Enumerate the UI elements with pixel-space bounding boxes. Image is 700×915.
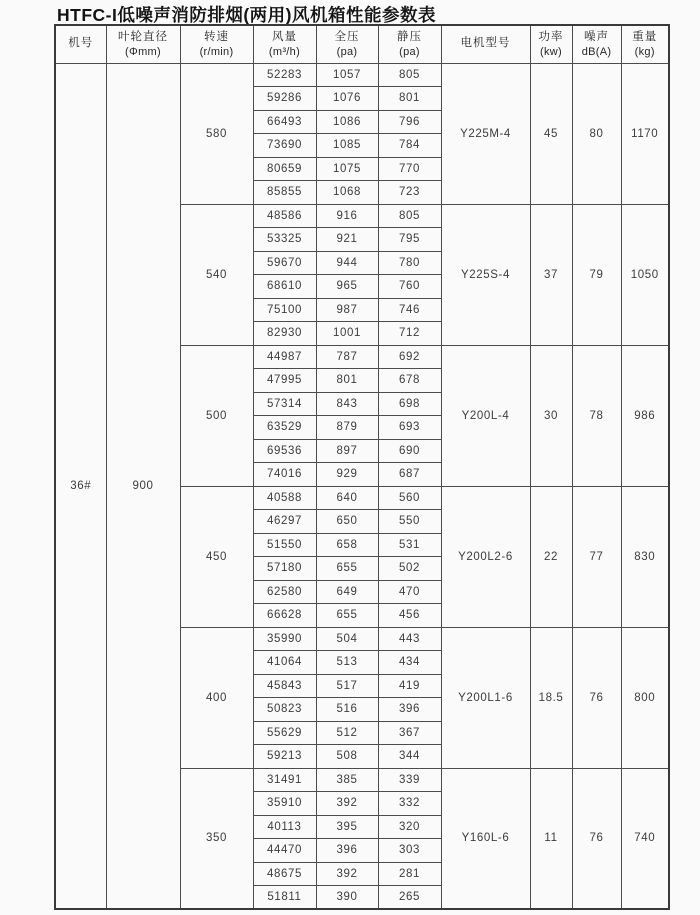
col-header-motor-model (441, 25, 530, 63)
static-pressure-cell: 690 (378, 439, 441, 463)
col-header-unit: (pa) (399, 45, 420, 58)
air-volume-cell: 66628 (253, 604, 316, 628)
static-pressure-cell: 265 (378, 886, 441, 910)
weight-cell: 986 (621, 345, 669, 486)
col-header-machine-no (55, 25, 106, 63)
col-header-unit: (kg) (634, 45, 655, 58)
total-pressure-cell: 508 (316, 745, 378, 769)
motor-model-cell: Y200L-4 (441, 345, 530, 486)
machine-no-cell: 36# (55, 63, 106, 909)
total-pressure-cell: 787 (316, 345, 378, 369)
static-pressure-cell: 560 (378, 486, 441, 510)
static-pressure-cell: 698 (378, 392, 441, 416)
total-pressure-cell: 392 (316, 862, 378, 886)
speed-cell: 350 (180, 768, 253, 909)
air-volume-cell: 46297 (253, 510, 316, 534)
air-volume-cell: 44987 (253, 345, 316, 369)
static-pressure-cell: 678 (378, 369, 441, 393)
total-pressure-cell: 801 (316, 369, 378, 393)
col-header-weight (621, 25, 669, 63)
total-pressure-cell: 929 (316, 463, 378, 487)
col-header-label: 噪声 (584, 31, 609, 44)
noise-cell: 79 (572, 204, 621, 345)
static-pressure-cell: 780 (378, 251, 441, 275)
weight-cell: 1170 (621, 63, 669, 204)
page-title: HTFC-I低噪声消防排烟(两用)风机箱性能参数表 (57, 5, 436, 25)
air-volume-cell: 66493 (253, 110, 316, 134)
air-volume-cell: 75100 (253, 298, 316, 322)
air-volume-cell: 63529 (253, 416, 316, 440)
total-pressure-cell: 658 (316, 533, 378, 557)
static-pressure-cell: 332 (378, 792, 441, 816)
static-pressure-cell: 784 (378, 134, 441, 158)
total-pressure-cell: 392 (316, 792, 378, 816)
motor-model-cell: Y225M-4 (441, 63, 530, 204)
col-header-label: 全压 (334, 31, 360, 44)
total-pressure-cell: 1085 (316, 134, 378, 158)
static-pressure-cell: 723 (378, 181, 441, 205)
power-cell: 37 (530, 204, 572, 345)
static-pressure-cell: 434 (378, 651, 441, 675)
power-cell: 45 (530, 63, 572, 204)
air-volume-cell: 80659 (253, 157, 316, 181)
total-pressure-cell: 921 (316, 228, 378, 252)
static-pressure-cell: 795 (378, 228, 441, 252)
air-volume-cell: 68610 (253, 275, 316, 299)
power-cell: 11 (530, 768, 572, 909)
static-pressure-cell: 687 (378, 463, 441, 487)
air-volume-cell: 82930 (253, 322, 316, 346)
static-pressure-cell: 281 (378, 862, 441, 886)
static-pressure-cell: 692 (378, 345, 441, 369)
col-header-label: 机号 (68, 37, 94, 50)
header-row (55, 25, 669, 63)
air-volume-cell: 57180 (253, 557, 316, 581)
speed-cell: 580 (180, 63, 253, 204)
static-pressure-cell: 805 (378, 204, 441, 228)
static-pressure-cell: 339 (378, 768, 441, 792)
col-header-unit: dB(A) (581, 45, 612, 58)
static-pressure-cell: 443 (378, 627, 441, 651)
noise-cell: 76 (572, 627, 621, 768)
col-header-unit: (Φmm) (125, 45, 161, 58)
col-header-unit: (m³/h) (268, 45, 301, 58)
power-cell: 18.5 (530, 627, 572, 768)
speed-cell: 400 (180, 627, 253, 768)
air-volume-cell: 59670 (253, 251, 316, 275)
total-pressure-cell: 649 (316, 580, 378, 604)
air-volume-cell: 35910 (253, 792, 316, 816)
air-volume-cell: 73690 (253, 134, 316, 158)
static-pressure-cell: 746 (378, 298, 441, 322)
total-pressure-cell: 504 (316, 627, 378, 651)
motor-model-cell: Y225S-4 (441, 204, 530, 345)
static-pressure-cell: 456 (378, 604, 441, 628)
table-row (55, 63, 669, 87)
col-header-power (530, 25, 572, 63)
static-pressure-cell: 344 (378, 745, 441, 769)
col-header-label: 电机型号 (460, 37, 511, 50)
total-pressure-cell: 1076 (316, 87, 378, 111)
col-header-label: 叶轮直径 (118, 31, 168, 44)
speed-cell: 540 (180, 204, 253, 345)
col-header-speed (180, 25, 253, 63)
col-header-static-pressure (378, 25, 441, 63)
static-pressure-cell: 693 (378, 416, 441, 440)
total-pressure-cell: 916 (316, 204, 378, 228)
total-pressure-cell: 1001 (316, 322, 378, 346)
col-header-noise (572, 25, 621, 63)
noise-cell: 76 (572, 768, 621, 909)
col-header-label: 风量 (272, 31, 297, 44)
static-pressure-cell: 367 (378, 721, 441, 745)
col-header-label: 重量 (632, 31, 658, 44)
air-volume-cell: 40588 (253, 486, 316, 510)
total-pressure-cell: 640 (316, 486, 378, 510)
noise-cell: 78 (572, 345, 621, 486)
total-pressure-cell: 1075 (316, 157, 378, 181)
impeller-diameter-cell: 900 (106, 63, 180, 909)
total-pressure-cell: 655 (316, 557, 378, 581)
total-pressure-cell: 1068 (316, 181, 378, 205)
total-pressure-cell: 512 (316, 721, 378, 745)
air-volume-cell: 35990 (253, 627, 316, 651)
air-volume-cell: 51811 (253, 886, 316, 910)
air-volume-cell: 55629 (253, 721, 316, 745)
speed-cell: 500 (180, 345, 253, 486)
air-volume-cell: 47995 (253, 369, 316, 393)
static-pressure-cell: 712 (378, 322, 441, 346)
total-pressure-cell: 1057 (316, 63, 378, 87)
static-pressure-cell: 320 (378, 815, 441, 839)
air-volume-cell: 59286 (253, 87, 316, 111)
motor-model-cell: Y160L-6 (441, 768, 530, 909)
static-pressure-cell: 470 (378, 580, 441, 604)
total-pressure-cell: 385 (316, 768, 378, 792)
total-pressure-cell: 987 (316, 298, 378, 322)
air-volume-cell: 51550 (253, 533, 316, 557)
air-volume-cell: 50823 (253, 698, 316, 722)
speed-cell: 450 (180, 486, 253, 627)
air-volume-cell: 48675 (253, 862, 316, 886)
air-volume-cell: 31491 (253, 768, 316, 792)
static-pressure-cell: 805 (378, 63, 441, 87)
col-header-label: 功率 (538, 31, 564, 44)
static-pressure-cell: 396 (378, 698, 441, 722)
total-pressure-cell: 843 (316, 392, 378, 416)
air-volume-cell: 48586 (253, 204, 316, 228)
static-pressure-cell: 801 (378, 87, 441, 111)
static-pressure-cell: 531 (378, 533, 441, 557)
power-cell: 30 (530, 345, 572, 486)
air-volume-cell: 53325 (253, 228, 316, 252)
air-volume-cell: 59213 (253, 745, 316, 769)
static-pressure-cell: 502 (378, 557, 441, 581)
total-pressure-cell: 395 (316, 815, 378, 839)
air-volume-cell: 41064 (253, 651, 316, 675)
col-header-unit: (pa) (336, 45, 358, 58)
air-volume-cell: 44470 (253, 839, 316, 863)
total-pressure-cell: 944 (316, 251, 378, 275)
table-body (55, 63, 669, 909)
air-volume-cell: 57314 (253, 392, 316, 416)
motor-model-cell: Y200L2-6 (441, 486, 530, 627)
weight-cell: 800 (621, 627, 669, 768)
weight-cell: 1050 (621, 204, 669, 345)
static-pressure-cell: 796 (378, 110, 441, 134)
static-pressure-cell: 770 (378, 157, 441, 181)
air-volume-cell: 52283 (253, 63, 316, 87)
air-volume-cell: 69536 (253, 439, 316, 463)
col-header-label: 静压 (397, 31, 422, 44)
performance-table (54, 24, 670, 910)
air-volume-cell: 85855 (253, 181, 316, 205)
air-volume-cell: 74016 (253, 463, 316, 487)
total-pressure-cell: 1086 (316, 110, 378, 134)
col-header-unit: (kw) (540, 45, 562, 58)
total-pressure-cell: 655 (316, 604, 378, 628)
motor-model-cell: Y200L1-6 (441, 627, 530, 768)
col-header-unit: (r/min) (199, 45, 234, 58)
air-volume-cell: 45843 (253, 674, 316, 698)
noise-cell: 80 (572, 63, 621, 204)
total-pressure-cell: 879 (316, 416, 378, 440)
static-pressure-cell: 303 (378, 839, 441, 863)
total-pressure-cell: 396 (316, 839, 378, 863)
static-pressure-cell: 760 (378, 275, 441, 299)
air-volume-cell: 40113 (253, 815, 316, 839)
col-header-label: 转速 (204, 31, 229, 44)
noise-cell: 77 (572, 486, 621, 627)
total-pressure-cell: 513 (316, 651, 378, 675)
total-pressure-cell: 517 (316, 674, 378, 698)
air-volume-cell: 62580 (253, 580, 316, 604)
total-pressure-cell: 390 (316, 886, 378, 910)
total-pressure-cell: 897 (316, 439, 378, 463)
total-pressure-cell: 516 (316, 698, 378, 722)
col-header-total-pressure (316, 25, 378, 63)
weight-cell: 830 (621, 486, 669, 627)
power-cell: 22 (530, 486, 572, 627)
static-pressure-cell: 550 (378, 510, 441, 534)
col-header-air-volume (253, 25, 316, 63)
total-pressure-cell: 965 (316, 275, 378, 299)
total-pressure-cell: 650 (316, 510, 378, 534)
col-header-impeller-diameter (106, 25, 180, 63)
weight-cell: 740 (621, 768, 669, 909)
static-pressure-cell: 419 (378, 674, 441, 698)
